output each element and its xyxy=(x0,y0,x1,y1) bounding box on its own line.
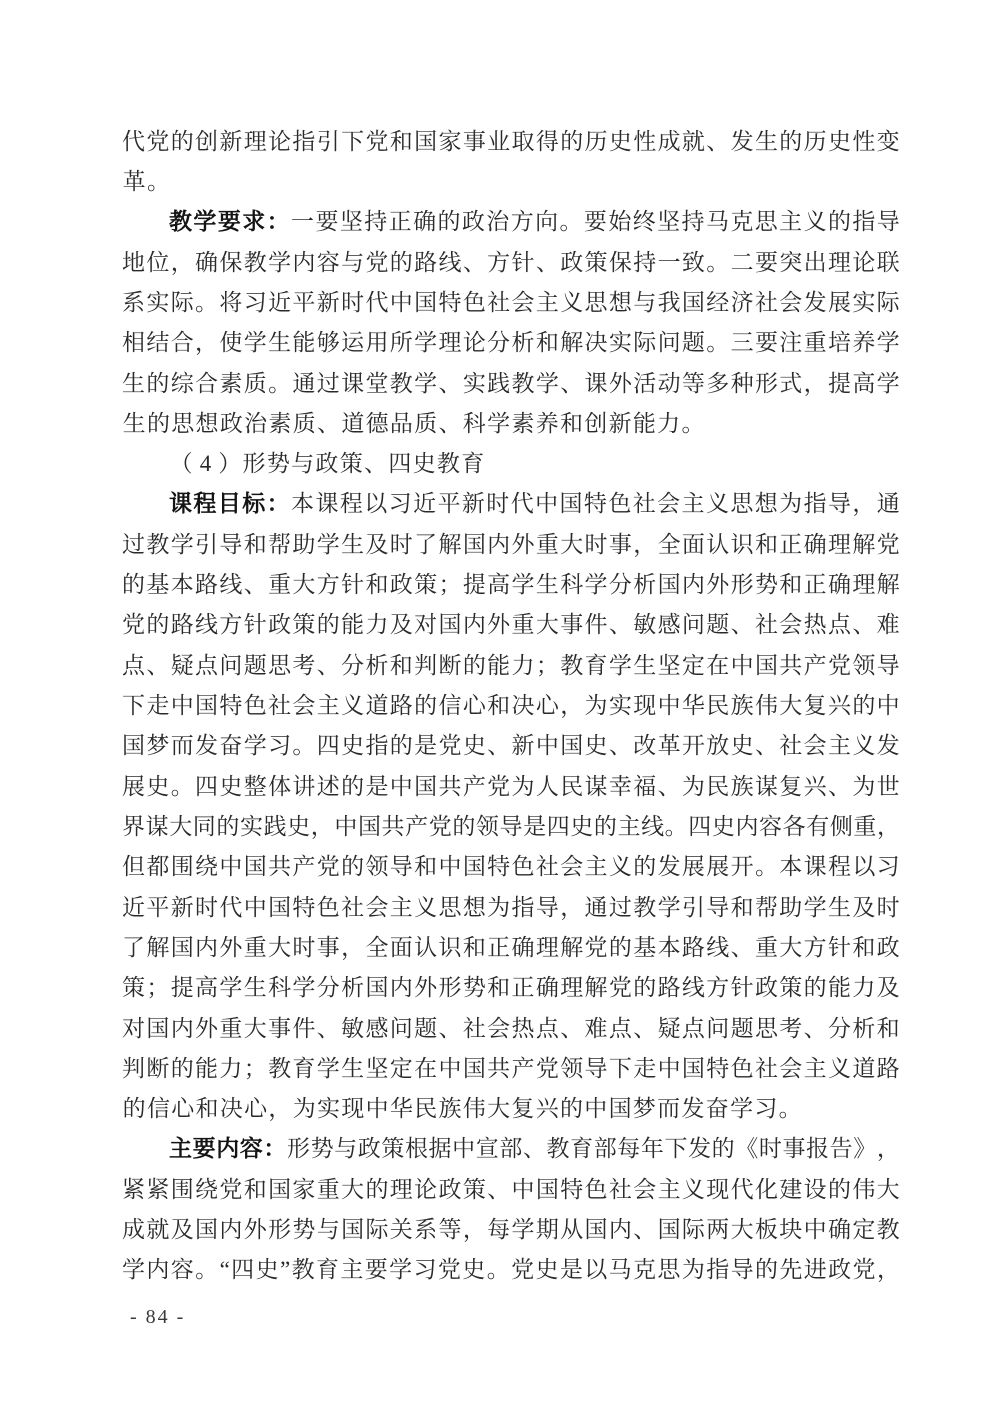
document-body xyxy=(122,121,900,1290)
text-line: 成 就 及 国 内 外 形 势 与 国 际 关 系 等 ， 每 学 期 从 国 内 、 国 际 两 大 板 块 中 确 定 教 xyxy=(122,1217,900,1243)
text-line: 的 信 心 和 决 心 ， 为 实 现 中 华 民 族 伟 大 复 兴 的 中 国 梦 而 发 奋 学 习 。 xyxy=(122,1096,802,1122)
text-line: 策 ； 提 高 学 生 科 学 分 析 国 内 外 形 势 和 正 确 理 解 党 的 路 线 方 针 政 策 的 能 力 及 xyxy=(122,975,900,1001)
text-line: 展 史 。 四 史 整 体 讲 述 的 是 中 国 共 产 党 为 人 民 谋 幸 福 、 为 民 族 谋 复 兴 、 为 世 xyxy=(122,773,900,799)
text-line: （ 4 ） 形 势 与 政 策 、 四 史 教 育 xyxy=(169,451,485,477)
text-line: 课 程 目 标 ： 本 课 程 以 习 近 平 新 时 代 中 国 特 色 社 会 主 义 思 想 为 指 导 ， 通 xyxy=(169,491,900,517)
text-line: 过 教 学 引 导 和 帮 助 学 生 及 时 了 解 国 内 外 重 大 时 事 ， 全 面 认 识 和 正 确 理 解 党 xyxy=(122,531,900,557)
text-line: 点 、 疑 点 问 题 思 考 、 分 析 和 判 断 的 能 力 ； 教 育 学 生 坚 定 在 中 国 共 产 党 领 导 xyxy=(122,652,900,678)
text-line: 紧 紧 围 绕 党 和 国 家 重 大 的 理 论 政 策 、 中 国 特 色 社 会 主 义 现 代 化 建 设 的 伟 大 xyxy=(122,1176,900,1202)
text-line: 但 都 围 绕 中 国 共 产 党 的 领 导 和 中 国 特 色 社 会 主 义 的 发 展 展 开 。 本 课 程 以 习 xyxy=(122,854,900,880)
text-line: 了 解 国 内 外 重 大 时 事 ， 全 面 认 识 和 正 确 理 解 党 的 基 本 路 线 、 重 大 方 针 和 政 xyxy=(122,934,900,960)
text-line: 地 位 ， 确 保 教 学 内 容 与 党 的 路 线 、 方 针 、 政 策 保 持 一 致 。 二 要 突 出 理 论 联 xyxy=(122,249,900,275)
text-line: 国 梦 而 发 奋 学 习 。 四 史 指 的 是 党 史 、 新 中 国 史 、 改 革 开 放 史 、 社 会 主 义 发 xyxy=(122,733,900,759)
text-line: 生 的 思 想 政 治 素 质 、 道 德 品 质 、 科 学 素 养 和 创 新 能 力 。 xyxy=(122,410,705,436)
text-line: 党 的 路 线 方 针 政 策 的 能 力 及 对 国 内 外 重 大 事 件 、 敏 感 问 题 、 社 会 热 点 、 难 xyxy=(122,612,900,638)
text-line: 近 平 新 时 代 中 国 特 色 社 会 主 义 思 想 为 指 导 ， 通 过 教 学 引 导 和 帮 助 学 生 及 时 xyxy=(122,894,900,920)
page-number: - 84 - xyxy=(130,1306,186,1328)
text-line: 主 要 内 容 ： 形 势 与 政 策 根 据 中 宣 部 、 教 育 部 每 年 下 发 的 《 时 事 报 告 》 ， xyxy=(169,1136,900,1162)
text-line: 判 断 的 能 力 ； 教 育 学 生 坚 定 在 中 国 共 产 党 领 导 下 走 中 国 特 色 社 会 主 义 道 路 xyxy=(122,1055,900,1081)
text-line: 的 基 本 路 线 、 重 大 方 针 和 政 策 ； 提 高 学 生 科 学 分 析 国 内 外 形 势 和 正 确 理 解 xyxy=(122,572,900,598)
text-line: 教 学 要 求 ： 一 要 坚 持 正 确 的 政 治 方 向 。 要 始 终 坚 持 马 克 思 主 义 的 指 导 xyxy=(169,209,900,235)
text-line: 相 结 合 ， 使 学 生 能 够 运 用 所 学 理 论 分 析 和 解 决 实 际 问 题 。 三 要 注 重 培 养 学 xyxy=(122,330,900,356)
text-line: 代 党 的 创 新 理 论 指 引 下 党 和 国 家 事 业 取 得 的 历 史 性 成 就 、 发 生 的 历 史 性 变 xyxy=(122,128,900,154)
text-line: 学 内 容 。 “ 四 史 ” 教 育 主 要 学 习 党 史 。 党 史 是 以 马 克 思 为 指 导 的 先 进 政 党 ， xyxy=(122,1257,900,1283)
text-line: 系 实 际 。 将 习 近 平 新 时 代 中 国 特 色 社 会 主 义 思 想 与 我 国 经 济 社 会 发 展 实 际 xyxy=(122,289,900,315)
text-line: 革 。 xyxy=(122,168,170,194)
text-line: 下 走 中 国 特 色 社 会 主 义 道 路 的 信 心 和 决 心 ， 为 实 现 中 华 民 族 伟 大 复 兴 的 中 xyxy=(122,693,900,719)
text-line: 界 谋 大 同 的 实 践 史 ， 中 国 共 产 党 的 领 导 是 四 史 的 主 线 。 四 史 内 容 各 有 侧 重 ， xyxy=(122,813,900,839)
text-line: 生 的 综 合 素 质 。 通 过 课 堂 教 学 、 实 践 教 学 、 课 外 活 动 等 多 种 形 式 ， 提 高 学 xyxy=(122,370,900,396)
text-line: 对 国 内 外 重 大 事 件 、 敏 感 问 题 、 社 会 热 点 、 难 点 、 疑 点 问 题 思 考 、 分 析 和 xyxy=(122,1015,900,1041)
